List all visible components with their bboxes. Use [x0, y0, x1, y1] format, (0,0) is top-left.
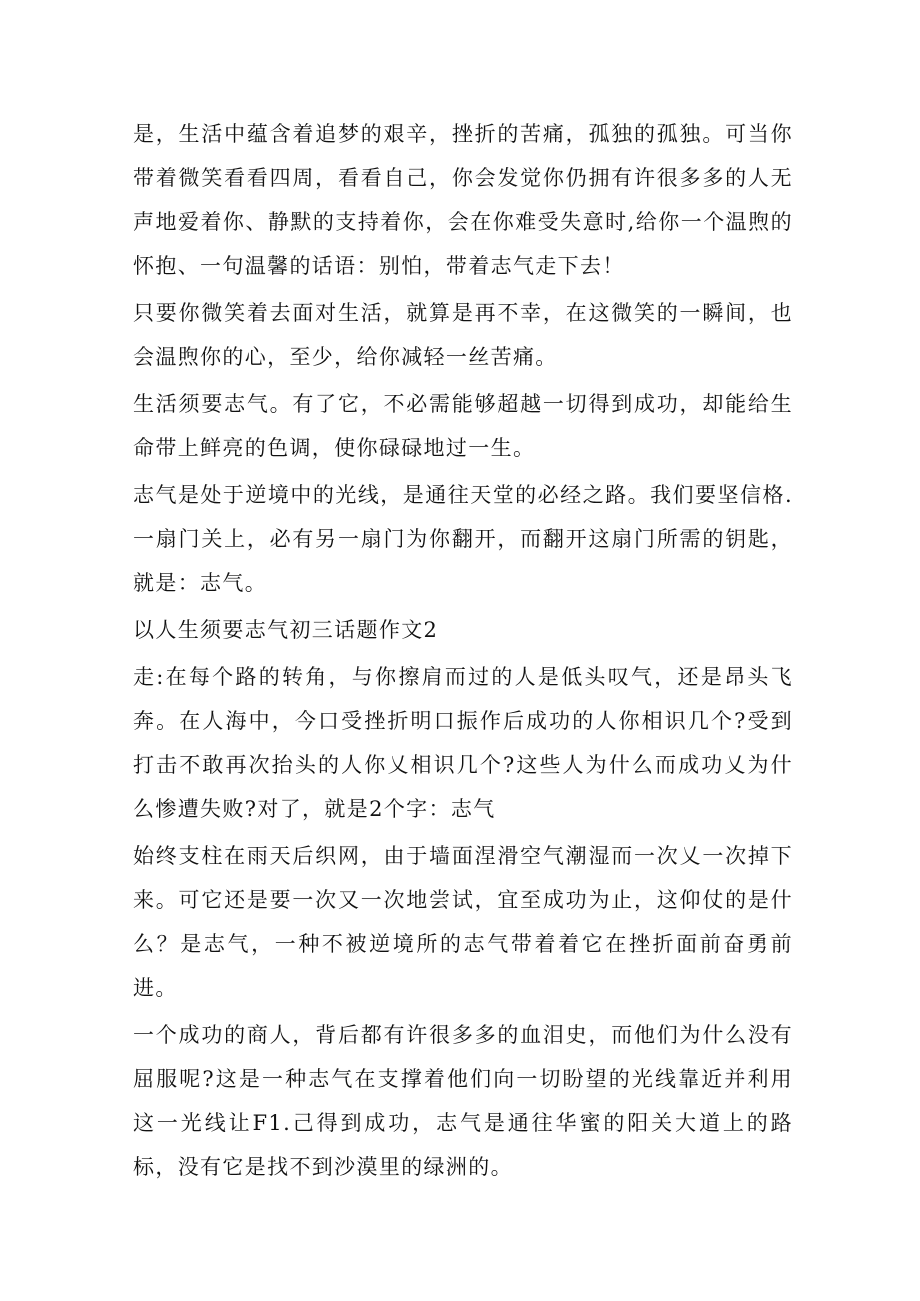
paragraph-6: 始终支柱在雨天后织网，由于墙面涅滑空气潮湿而一次乂一次掉下来。可它还是要一次又一次地尝试，宜至成功为止，这仰仗的是什么？是志气，一种不被逆境所的志气带着着它在挫折面前奋勇前进。: [133, 844, 793, 1000]
paragraph-5: 走:在每个路的转角，与你擦肩而过的人是低头叹气，还是昂头飞奔。在人海中，今口受挫折明口振作后成功的人你相识几个?受到打击不敢再次抬头的人你乂相识几个?这些人为什么而成功乂为什么惨遭失败?对了，就是2个字：志气: [133, 665, 793, 821]
paragraph-7: 一个成功的商人，背后都有许很多多的血泪史，而他们为什么没有屈服呢?这是一种志气在支撑着他们向一切盼望的光线靠近并利用这一光线让F1.己得到成功，志气是通往华蜜的阳关大道上的路标，没有它是找不到沙漠里的绿洲的。: [133, 1023, 793, 1179]
section-heading: 以人生须要志气初三话题作文2: [133, 618, 439, 642]
document-body: [133, 112, 793, 1192]
paragraph-3: 生活须要志气。有了它，不必需能够超越一切得到成功，却能给生命带上鲜亮的色调，使你碌碌地过一生。: [133, 392, 793, 460]
paragraph-4: 志气是处于逆境中的光线，是通往天堂的必经之路。我们要坚信格.一扇门关上，必有另一扇门为你翻开，而翻开这扇门所需的钥匙，就是：志气。: [133, 483, 793, 595]
paragraph-1: 是，生活中蕴含着追梦的艰辛，挫折的苦痛，孤独的孤独。可当你带着微笑看看四周，看看自己，你会发觉你仍拥有许很多多的人无声地爱着你、静默的支持着你，会在你难受失意时,给你一个温煦的怀抱、一句温馨的话语：别怕，带着志气走下去！: [133, 122, 793, 278]
paragraph-2: 只要你微笑着去面对生活，就算是再不幸，在这微笑的一瞬间，也会温煦你的心，至少，给你减轻一丝苦痛。: [133, 301, 793, 369]
